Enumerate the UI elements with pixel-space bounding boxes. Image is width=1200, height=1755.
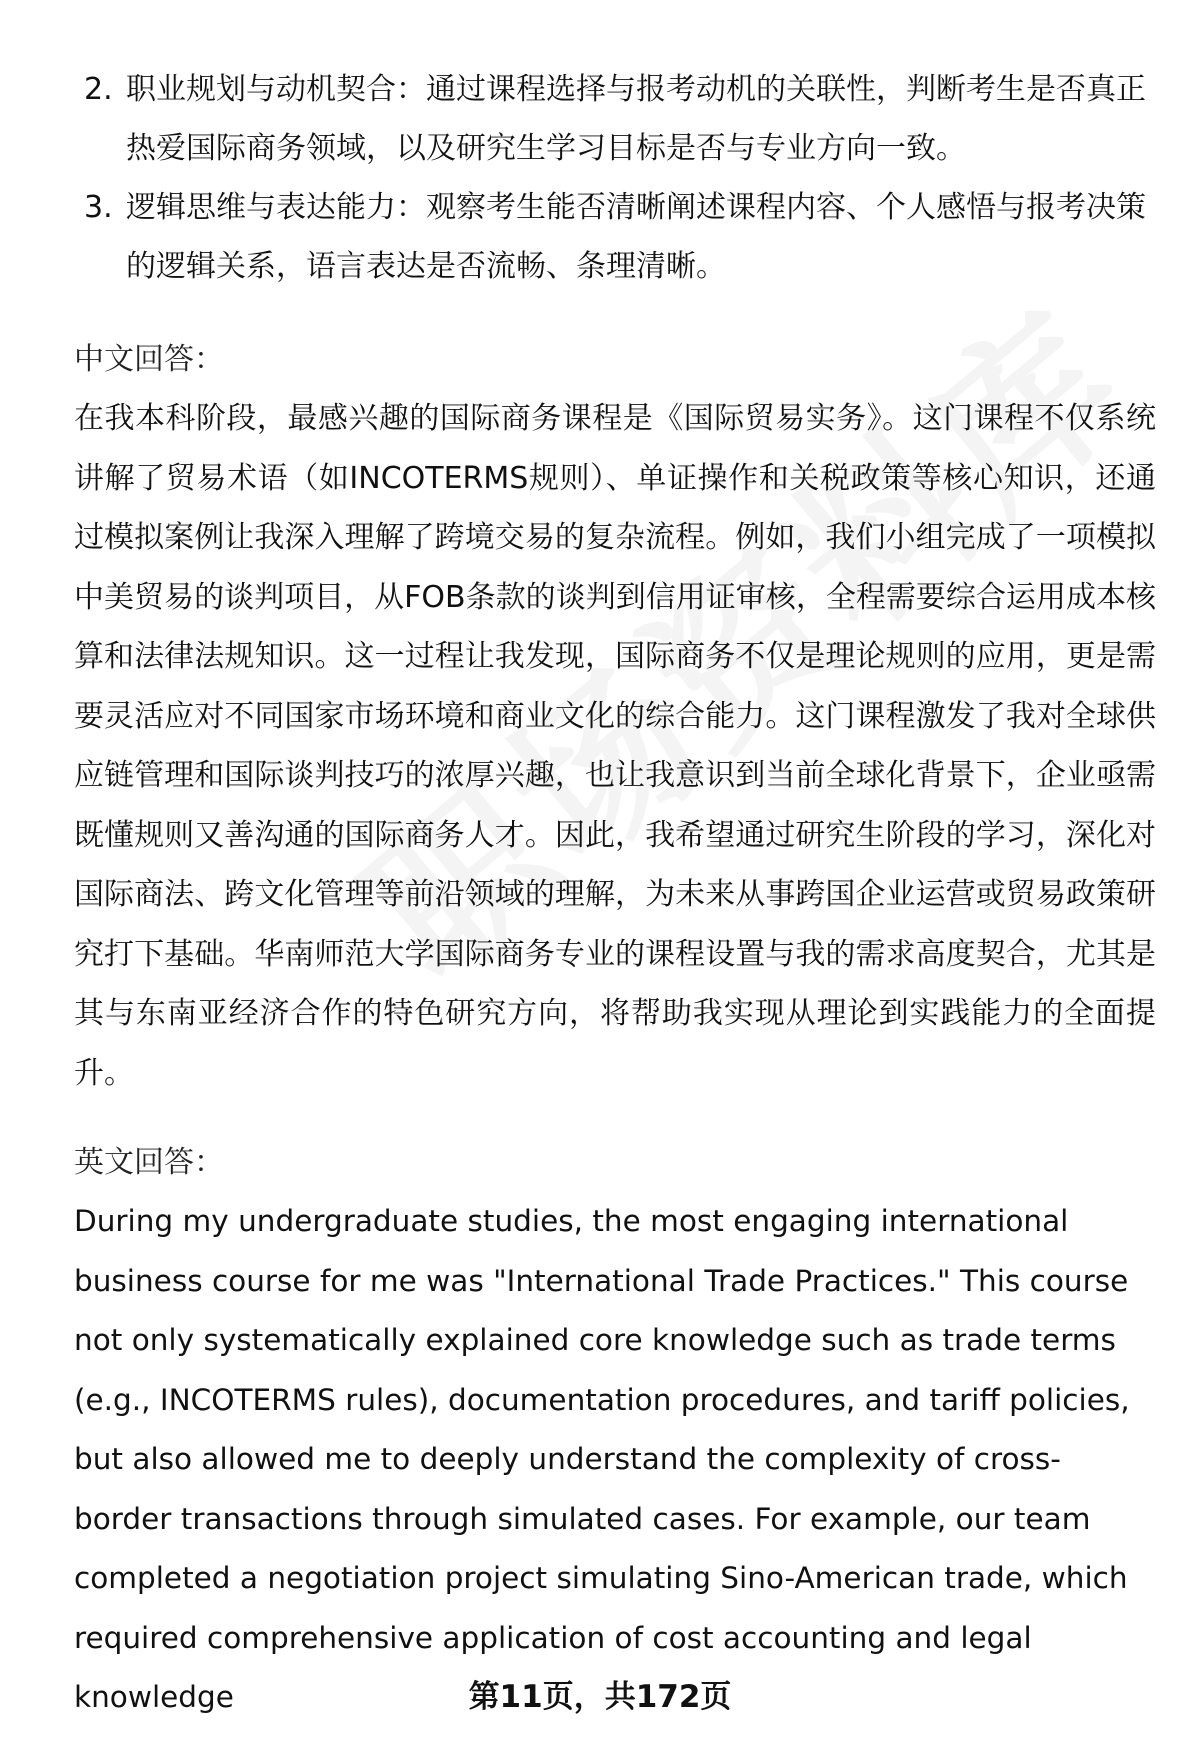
list-item	[78, 178, 1158, 296]
list-item-number: 3.	[84, 190, 113, 225]
chinese-answer-text: 在我本科阶段，最感兴趣的国际商务课程是《国际贸易实务》。这门课程不仅系统讲解了贸易术语（如INCOTERMS规则）、单证操作和关税政策等核心知识，还通过模拟案例让我深入理解了跨境交易的复杂流程。例如，我们小组完成了一项模拟中美贸易的谈判项目，从FOB条款的谈判到信用证审核，全程需要综合运用成本核算和法律法规知识。这一过程让我发现，国际商务不仅是理论规则的应用，更是需要灵活应对不同国家市场环境和商业文化的综合能力。这门课程激发了我对全球供应链管理和国际谈判技巧的浓厚兴趣，也让我意识到当前全球化背景下，企业亟需既懂规则又善沟通的国际商务人才。因此，我希望通过研究生阶段的学习，深化对国际商法、跨文化管理等前沿领域的理解，为未来从事跨国企业运营或贸易政策研究打下基础。华南师范大学国际商务专业的课程设置与我的需求高度契合，尤其是其与东南亚经济合作的特色研究方向，将帮助我实现从理论到实践能力的全面提升。	[74, 401, 1156, 1091]
chinese-answer-label: 中文回答：	[74, 342, 224, 377]
list-item-number: 2.	[84, 72, 113, 107]
list-item-text: 逻辑思维与表达能力：观察考生能否清晰阐述课程内容、个人感悟与报考决策的逻辑关系，语言表达是否流畅、条理清晰。	[126, 190, 1146, 284]
criteria-list	[78, 60, 1158, 296]
english-answer-text: During my undergraduate studies, the most engaging international business course for me was "International Trade Practices." This course not only systematically explained core knowledge such as trade terms (e.g., INCOTERMS rules), documentation procedures, and tariff policies, but also allowed me to deeply understand the complexity of cross-border transactions through simulated cases. For example, our team completed a negotiation project simulating Sino-American trade, which required comprehensive application of cost accounting and legal knowledge	[74, 1204, 1130, 1714]
page-number: 第11页，共172页	[468, 1679, 732, 1715]
list-item	[78, 60, 1158, 178]
list-item-text: 职业规划与动机契合：通过课程选择与报考动机的关联性，判断考生是否真正热爱国际商务领域，以及研究生学习目标是否与专业方向一致。	[126, 72, 1146, 166]
english-answer-label: 英文回答：	[74, 1145, 224, 1180]
